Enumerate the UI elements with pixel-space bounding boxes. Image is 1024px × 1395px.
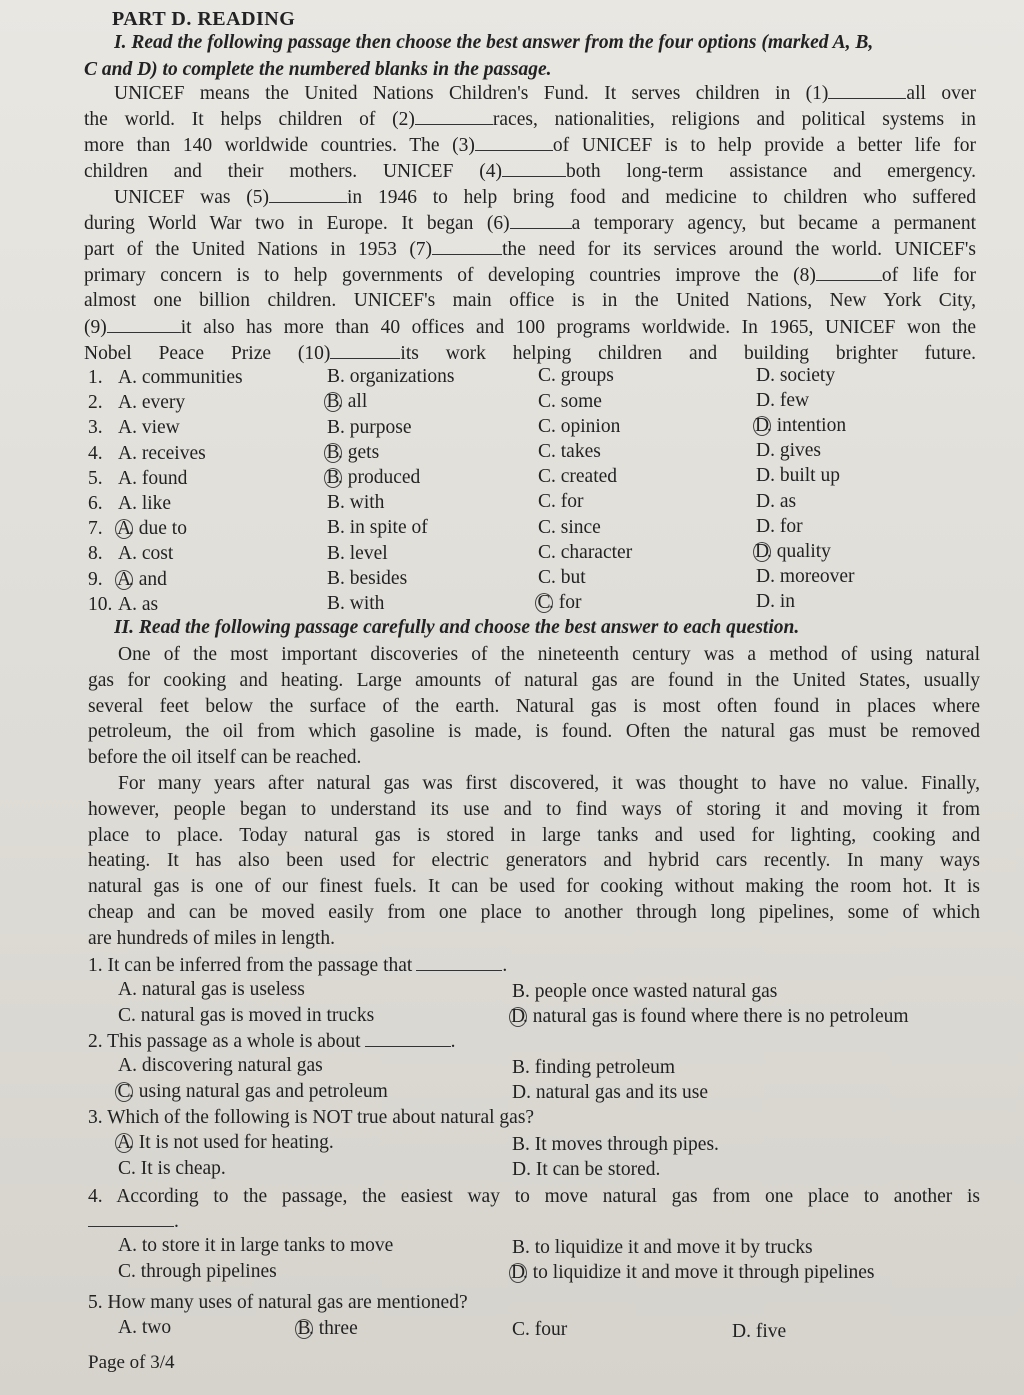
passage-line: cheap and can be moved easily from one place to another through long pipelines, some of which [88, 902, 980, 923]
passage-line [84, 314, 976, 340]
passage-text: more than 140 worldwide countries. The (3) [84, 135, 475, 156]
passage-line [84, 210, 976, 236]
answer-option[interactable]: D. It can be stored. [512, 1159, 661, 1180]
circled-answer-mark: D [510, 1006, 526, 1027]
circled-answer-mark: C [115, 1082, 133, 1102]
passage-text: the world. It helps children of (2) [84, 109, 415, 130]
answer-option[interactable]: B. with [327, 492, 385, 514]
question-number: 5. [88, 467, 103, 489]
question-stem-text: Which of the following is NOT true about natural gas? [107, 1107, 535, 1128]
answer-blank[interactable] [510, 210, 572, 229]
answer-blank[interactable] [475, 132, 553, 151]
answer-option[interactable] [512, 1261, 875, 1285]
answer-option-text: . produced [338, 467, 421, 488]
circled-answer-mark: D [754, 541, 770, 562]
passage-line: several feet below the surface of the earth. Natural gas is most often found in places where [88, 695, 980, 717]
answer-option[interactable]: B. to liquidize it and move it by trucks [512, 1236, 813, 1258]
question-stem-cont [88, 1208, 980, 1235]
answer-option[interactable]: B. It moves through pipes. [512, 1133, 719, 1155]
passage-text: it also has more than 40 offices and 100 programs worldwide. In 1965, UNICEF won the [180, 317, 976, 338]
passage-text: races, nationalities, religions and political systems in [492, 109, 976, 130]
answer-option[interactable]: A. two [118, 1317, 172, 1338]
circled-answer-mark: B [324, 468, 342, 488]
answer-option[interactable]: A. cost [118, 543, 174, 565]
answer-option-text: . for [549, 592, 582, 614]
passage-text: both long-term assistance and emergency. [566, 161, 976, 182]
answer-option[interactable]: D. society [756, 364, 836, 386]
passage-text: UNICEF means the United Nations Children's Fund. It serves children in (1) [114, 83, 829, 104]
answer-option[interactable]: C. natural gas is moved in trucks [118, 1004, 375, 1026]
answer-option[interactable]: A. as [118, 593, 159, 615]
answer-option-text: . gets [338, 441, 380, 463]
answer-option[interactable]: C. created [538, 466, 618, 488]
answer-option[interactable]: C. It is cheap. [118, 1157, 226, 1179]
answer-option[interactable] [118, 1131, 334, 1155]
answer-option[interactable]: B. besides [327, 567, 408, 589]
answer-option[interactable]: B. purpose [327, 416, 412, 438]
answer-blank[interactable] [88, 1208, 174, 1227]
answer-option-text: . three [309, 1318, 358, 1340]
question-number: 4. [88, 442, 103, 464]
question-number: 2. [88, 392, 103, 414]
answer-option-text: . and [129, 568, 167, 590]
answer-option-text: . to liquidize it and move it through pipelines [523, 1262, 875, 1283]
answer-option[interactable] [756, 540, 831, 564]
answer-option[interactable]: C. some [538, 390, 602, 412]
answer-option[interactable]: D. natural gas and its use [512, 1082, 709, 1103]
passage-text: children and their mothers. UNICEF (4) [84, 161, 503, 182]
passage-line [114, 184, 976, 210]
circled-answer-mark: A [116, 1132, 132, 1153]
passage-line: before the oil itself can be reached. [88, 747, 362, 769]
section2-instruction [114, 615, 976, 641]
passage-text: a temporary agency, but became a permanent [571, 213, 976, 234]
answer-option[interactable]: A. natural gas is useless [118, 979, 305, 1000]
question-stem-text: This passage as a whole is about [107, 1031, 361, 1052]
passage-line [84, 132, 976, 158]
answer-option[interactable]: C. for [538, 491, 584, 513]
question-stem-text: How many uses of natural gas are mentioned? [107, 1292, 468, 1313]
question-number: 5. [88, 1292, 108, 1313]
question-stem [88, 952, 980, 979]
passage-text: its work helping children and building brighter future. [400, 343, 976, 364]
passage-line: For many years after natural gas was first discovered, it was thought to have no value. Finally, [118, 773, 980, 794]
question-number: 2. [88, 1031, 108, 1052]
answer-option[interactable]: D. gives [756, 440, 821, 462]
circled-answer-mark: A [116, 518, 132, 540]
answer-option[interactable]: C. opinion [538, 415, 621, 437]
answer-blank[interactable] [415, 106, 493, 125]
answer-blank[interactable] [816, 262, 882, 281]
question-stem [88, 1028, 980, 1055]
section1-instruction [114, 30, 976, 56]
answer-option[interactable]: D. few [756, 389, 810, 411]
passage-text: of UNICEF is to help provide a better life for [552, 135, 976, 156]
answer-option-text: . using natural gas and petroleum [129, 1080, 388, 1102]
passage-text: during World War two in Europe. It began (6) [84, 213, 510, 234]
answer-option[interactable]: D. moreover [756, 566, 855, 588]
answer-option[interactable]: C. four [512, 1319, 568, 1341]
passage-line: One of the most important discoveries of the nineteenth century was a method of using natural [118, 644, 980, 665]
question-stem-end: . [502, 955, 508, 976]
answer-option[interactable]: A. communities [118, 367, 243, 388]
answer-option[interactable]: B. organizations [327, 366, 455, 388]
answer-option[interactable]: A. to store it in large tanks to move [118, 1235, 394, 1256]
answer-blank[interactable] [269, 184, 347, 203]
passage-line: are hundreds of miles in length. [88, 927, 335, 949]
passage-text: the need for its services around the world. UNICEF's [502, 239, 976, 260]
page-footer: Page of 3/4 [88, 1352, 175, 1373]
passage-text: Nobel Peace Prize (10) [84, 343, 331, 364]
answer-option[interactable] [118, 568, 167, 592]
passage-line [84, 158, 976, 184]
circled-answer-mark: D [754, 415, 770, 436]
answer-blank[interactable] [828, 80, 906, 99]
passage-line: heating. It has also been used for electric generators and hybrid cars recently. In many ways [88, 850, 980, 872]
answer-option[interactable]: A. found [118, 467, 188, 489]
passage-line [84, 288, 976, 314]
answer-option[interactable]: A. every [118, 392, 186, 414]
answer-option-text: . natural gas is found where there is no petroleum [523, 1006, 909, 1027]
answer-option[interactable]: C. but [538, 567, 586, 588]
circled-answer-mark: A [116, 568, 132, 590]
answer-option[interactable]: A. receives [118, 442, 206, 464]
passage-line: however, people began to understand its use and to find ways of storing it and moving it from [88, 798, 980, 820]
answer-option[interactable]: B. with [327, 593, 385, 614]
answer-option[interactable] [327, 466, 420, 490]
passage-line: gas for cooking and heating. Large amounts of natural gas are found in the United States, usually [88, 669, 980, 691]
passage-text: in 1946 to help bring food and medicine to children who suffered [347, 187, 976, 208]
answer-option[interactable]: C. takes [538, 441, 601, 462]
passage-text: almost one billion children. UNICEF's main office is in the United Nations, New York City, [84, 290, 976, 311]
section1-instruction-line2: C and D) to complete the numbered blanks in the passage. [84, 59, 552, 80]
answer-option[interactable]: C. since [538, 516, 601, 538]
question-number: 4. [88, 1186, 117, 1207]
passage-line [114, 80, 976, 106]
answer-option[interactable]: D. five [732, 1320, 787, 1342]
question-number: 10. [88, 593, 113, 615]
answer-option[interactable] [118, 1080, 388, 1104]
answer-option[interactable]: D. for [756, 515, 803, 537]
part-title: PART D. READING [112, 8, 296, 30]
question-stem [88, 1105, 980, 1131]
answer-option-text: . It is not used for heating. [129, 1132, 334, 1153]
passage-line [84, 262, 976, 288]
answer-option[interactable]: C. through pipelines [118, 1260, 277, 1282]
question-stem [88, 1184, 980, 1210]
passage-line [84, 340, 976, 366]
passage-text: (9) [84, 317, 107, 338]
answer-option[interactable]: B. level [327, 542, 388, 564]
answer-option-text: . intention [767, 415, 847, 436]
answer-blank[interactable] [107, 314, 181, 333]
answer-option[interactable] [298, 1317, 358, 1341]
answer-option-text: . quality [767, 541, 831, 562]
answer-blank[interactable] [330, 340, 400, 359]
question-number: 9. [88, 568, 103, 590]
answer-option[interactable] [756, 414, 846, 438]
answer-option[interactable]: D. as [756, 490, 797, 512]
passage-text: UNICEF was (5) [114, 187, 270, 208]
answer-blank[interactable] [416, 952, 502, 971]
answer-option[interactable]: A. like [118, 493, 172, 514]
answer-option[interactable] [538, 591, 582, 615]
answer-option[interactable]: A. view [118, 417, 180, 439]
section1-instruction-line1: I. Read the following passage then choose the best answer from the four options (marked A, B, [114, 32, 874, 53]
answer-option[interactable] [118, 517, 187, 541]
answer-option[interactable]: D. built up [756, 465, 840, 487]
answer-blank[interactable] [502, 158, 566, 177]
answer-option[interactable] [327, 390, 367, 414]
passage-line: place to place. Today natural gas is stored in large tanks and used for lighting, cooking and [88, 824, 980, 846]
circled-answer-mark: B [324, 443, 342, 463]
question-number: 7. [88, 518, 103, 540]
question-stem-end: . [450, 1031, 456, 1052]
answer-option[interactable]: B. in spite of [327, 517, 428, 539]
question-stem-end: . [174, 1211, 179, 1232]
question-stem-text: According to the passage, the easiest way to move natural gas from one place to another is [116, 1186, 980, 1207]
passage-line [84, 236, 976, 262]
circled-answer-mark: B [295, 1319, 313, 1339]
question-stem [88, 1290, 980, 1316]
circled-answer-mark: B [324, 392, 342, 412]
passage-line: petroleum, the oil from which gasoline is made, is found. Often the natural gas must be removed [88, 721, 980, 743]
circled-answer-mark: D [510, 1262, 526, 1283]
passage-line [84, 106, 976, 132]
passage-text: of life for [881, 265, 976, 286]
circled-answer-mark: C [535, 593, 553, 613]
question-number: 1. [88, 955, 108, 976]
answer-option-text: . all [338, 391, 368, 413]
passage-text: all over [906, 83, 976, 104]
question-number: 3. [88, 1107, 108, 1128]
answer-option-text: . due to [129, 518, 187, 540]
section2-instruction-text: II. Read the following passage carefully and choose the best answer to each question. [114, 617, 800, 638]
answer-option[interactable]: C. groups [538, 365, 614, 387]
question-stem-text: It can be inferred from the passage that [107, 955, 413, 976]
answer-option[interactable] [327, 441, 379, 465]
question-number: 8. [88, 543, 103, 565]
passage-text: primary concern is to help governments of developing countries improve the (8) [84, 265, 816, 286]
passage-text: part of the United Nations in 1953 (7) [84, 239, 433, 260]
answer-blank[interactable] [432, 236, 502, 255]
question-number: 3. [88, 417, 103, 439]
answer-option[interactable]: D. in [756, 591, 795, 613]
answer-option[interactable]: B. people once wasted natural gas [512, 980, 778, 1002]
answer-option[interactable]: A. discovering natural gas [118, 1055, 323, 1076]
answer-option[interactable]: C. character [538, 541, 633, 563]
question-number: 6. [88, 493, 103, 514]
answer-blank[interactable] [365, 1028, 451, 1047]
passage-line: natural gas is one of our finest fuels. It can be used for cooking without making the room hot. It is [88, 876, 980, 898]
answer-option[interactable] [512, 1005, 909, 1029]
question-number: 1. [88, 367, 103, 388]
answer-option[interactable]: B. finding petroleum [512, 1056, 676, 1078]
